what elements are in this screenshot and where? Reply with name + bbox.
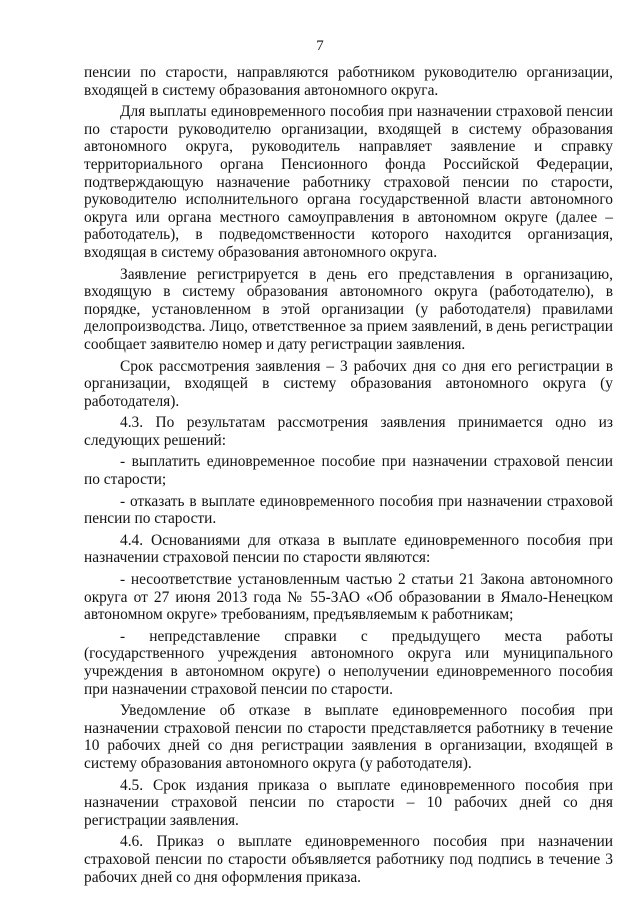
paragraph: 4.4. Основаниями для отказа в выплате единовременного пособия при назначении страховой пенсии по старости являются: [84,531,613,567]
paragraph: Срок рассмотрения заявления – 3 рабочих дня со дня его регистрации в организации, входящей в систему образования автономного округа (у работодателя). [84,357,613,410]
paragraph: - отказать в выплате единовременного пособия при назначении страховой пенсии по старости. [84,492,613,528]
paragraph: Уведомление об отказе в выплате единовременного пособия при назначении страховой пенсии по старости представляется работнику в течение 10 рабочих дней со дня регистрации заявления в организации, входящей в систему образования автономного округа (у работодателя). [84,702,613,772]
paragraph: пенсии по старости, направляются работником руководителю организации, входящей в систему образования автономного округа. [84,64,613,99]
paragraph: - несоответствие установленным частью 2 статьи 21 Закона автономного округа от 27 июня 2013 года № 55-ЗАО «Об образовании в Ямало-Ненецком автономном округе» требованиям, предъявляемым к работникам; [84,571,613,624]
paragraph: Для выплаты единовременного пособия при назначении страховой пенсии по старости руководителю организации, входящей в систему образования автономного округа, руководитель направляет заявление и справку территориального органа Пенсионного фонда Российской Федерации, подтверждающую назначение работнику страховой пенсии по старости, руководителю исполнительного органа государственной власти автономного округа или органа местного самоуправления в автономном округе (далее – работодатель), в подведомственности которого находится организация, входящая в систему образования автономного округа. [84,103,613,261]
paragraph: 4.5. Срок издания приказа о выплате единовременного пособия при назначении страховой пенсии по старости – 10 рабочих дней со дня регистрации заявления. [84,776,613,829]
document-body [84,64,613,886]
paragraph: Заявление регистрируется в день его представления в организацию, входящую в систему образования автономного округа (работодателю), в порядке, установленном в этой организации (у работодателя) правилами делопроизводства. Лицо, ответственное за прием заявлений, в день регистрации сообщает заявителю номер и дату регистрации заявления. [84,265,613,353]
paragraph: 4.3. По результатам рассмотрения заявления принимается одно из следующих решений: [84,414,613,449]
page-number: 7 [316,38,324,54]
paragraph: - непредставление справки с предыдущего места работы (государственного учреждения автономного округа или муниципального учреждения в автономном округе) о неполучении единовременного пособия при назначении страховой пенсии по старости. [84,627,613,698]
paragraph: 4.6. Приказ о выплате единовременного пособия при назначении страховой пенсии по старости объявляется работнику под подпись в течение 3 рабочих дней со дня оформления приказа. [84,833,613,886]
paragraph: - выплатить единовременное пособие при назначении страховой пенсии по старости; [84,453,613,489]
